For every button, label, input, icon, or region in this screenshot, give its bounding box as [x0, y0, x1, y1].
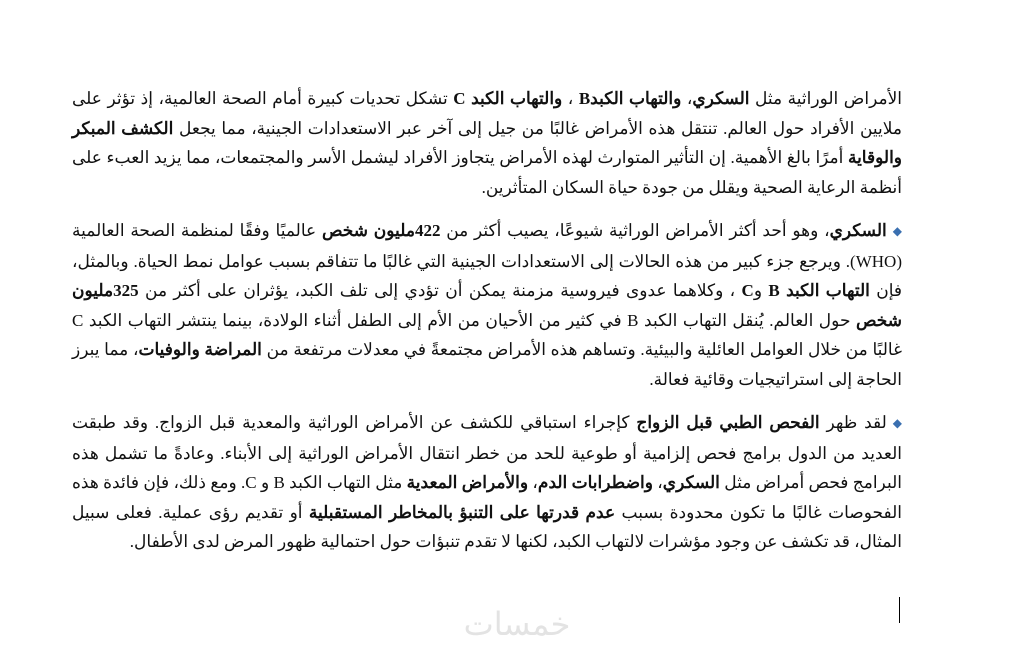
bold-run: الكشف المبكر والوقاية [72, 118, 902, 167]
paragraph-intro [72, 84, 902, 202]
text-run: أو تقديم رؤى عملية. فعلى سبيل المثال، قد تكشف عن وجود مؤشرات لالتهاب الكبد، لكنها لا تقدم تنبؤات حول احتمالية ظهور المرض لدى الأطفال. [72, 502, 902, 551]
bold-run: C [741, 281, 754, 300]
text-run: و [753, 281, 769, 300]
bold-run: والتهاب الكبد C [453, 89, 563, 108]
text-run: ، [528, 473, 538, 492]
text-run: الأمراض الوراثية مثل [749, 89, 902, 108]
bold-run: واضطرابات الدم [537, 473, 653, 492]
text-run: عالميًا وفقًا لمنظمة الصحة العالمية (WHO). ويرجع جزء كبير من هذه الحالات إلى الاستعدادات الجينية التي غالبًا ما تتفاقم بسبب عوامل نمط الحياة. وبالمثل، فإن [72, 221, 903, 300]
bold-run: 325مليون شخص [72, 281, 903, 330]
bold-run: والتهاب الكبدB [578, 89, 682, 108]
paragraph-premarital-screening [72, 408, 902, 557]
paragraph-diabetes-hepatitis [72, 216, 902, 394]
text-run: مثل التهاب الكبد B و C. ومع ذلك، فإن فائدة هذه الفحوصات غالبًا ما تكون محدودة بسبب [72, 473, 902, 522]
document-body [72, 84, 902, 557]
diamond-bullet-icon: ◆ [892, 416, 903, 430]
text-run: ، [562, 89, 579, 108]
diamond-bullet-icon: ◆ [892, 224, 902, 238]
text-run: لقد ظهر [819, 413, 887, 432]
bold-run: السكري [662, 473, 720, 492]
bold-run: الفحص الطبي قبل الزواج [636, 413, 820, 432]
text-run: حول العالم. يُنقل التهاب الكبد B في كثير من الأحيان من الأم إلى الطفل أثناء الولادة، بينما ينتشر التهاب الكبد C غالبًا من خلال العوامل العائلية والبيئية. وتساهم هذه الأمراض مجتمعةً في معدلات مرتفعة من [72, 310, 902, 359]
bold-run: 422مليون شخص [321, 221, 441, 240]
bold-run: التهاب الكبد B [768, 281, 870, 300]
text-run: كإجراء استباقي للكشف عن الأمراض الوراثية والمعدية قبل الزواج. وقد طبقت العديد من الدول برامج فحص إلزامية أو طوعية للحد من خطر انتقال الأمراض الوراثية إلى الأبناء. وعادةً ما تشمل هذه البرامج فحص أمراض مثل [72, 413, 902, 492]
text-run: تشكل تحديات كبيرة أمام الصحة العالمية، إذ تؤثر على ملايين الأفراد حول العالم. تنتقل هذه الأمراض غالبًا من جيل إلى آخر عبر الاستعدادات الجينية، مما يجعل [72, 89, 902, 138]
text-run: ، وهو أحد أكثر الأمراض الوراثية شيوعًا، يصيب أكثر من [440, 221, 830, 240]
text-run: ، [652, 473, 663, 492]
bold-run: السكري [692, 89, 750, 108]
bold-run: المراضة والوفيات [138, 340, 262, 359]
text-run: ، وكلاهما عدوى فيروسية مزمنة يمكن أن تؤدي إلى تلف الكبد، يؤثران على أكثر من [138, 281, 742, 300]
bold-run: عدم قدرتها على التنبؤ بالمخاطر المستقبلية [308, 502, 616, 522]
bold-run: السكري [829, 221, 887, 240]
bold-run: والأمراض المعدية [406, 473, 529, 492]
text-run: أمرًا بالغ الأهمية. إن التأثير المتوارث لهذه الأمراض يتجاوز الأفراد ليشمل الأسر والمجتمعات، مما يزيد العبء على أنظمة الرعاية الصحية ويقلل من جودة حياة السكان المتأثرين. [72, 148, 902, 197]
text-run: ، [681, 89, 693, 108]
watermark-logo: خمسات [463, 605, 571, 643]
text-cursor [899, 597, 900, 623]
text-run: ، مما يبرز الحاجة إلى استراتيجيات وقائية فعالة. [72, 340, 902, 389]
